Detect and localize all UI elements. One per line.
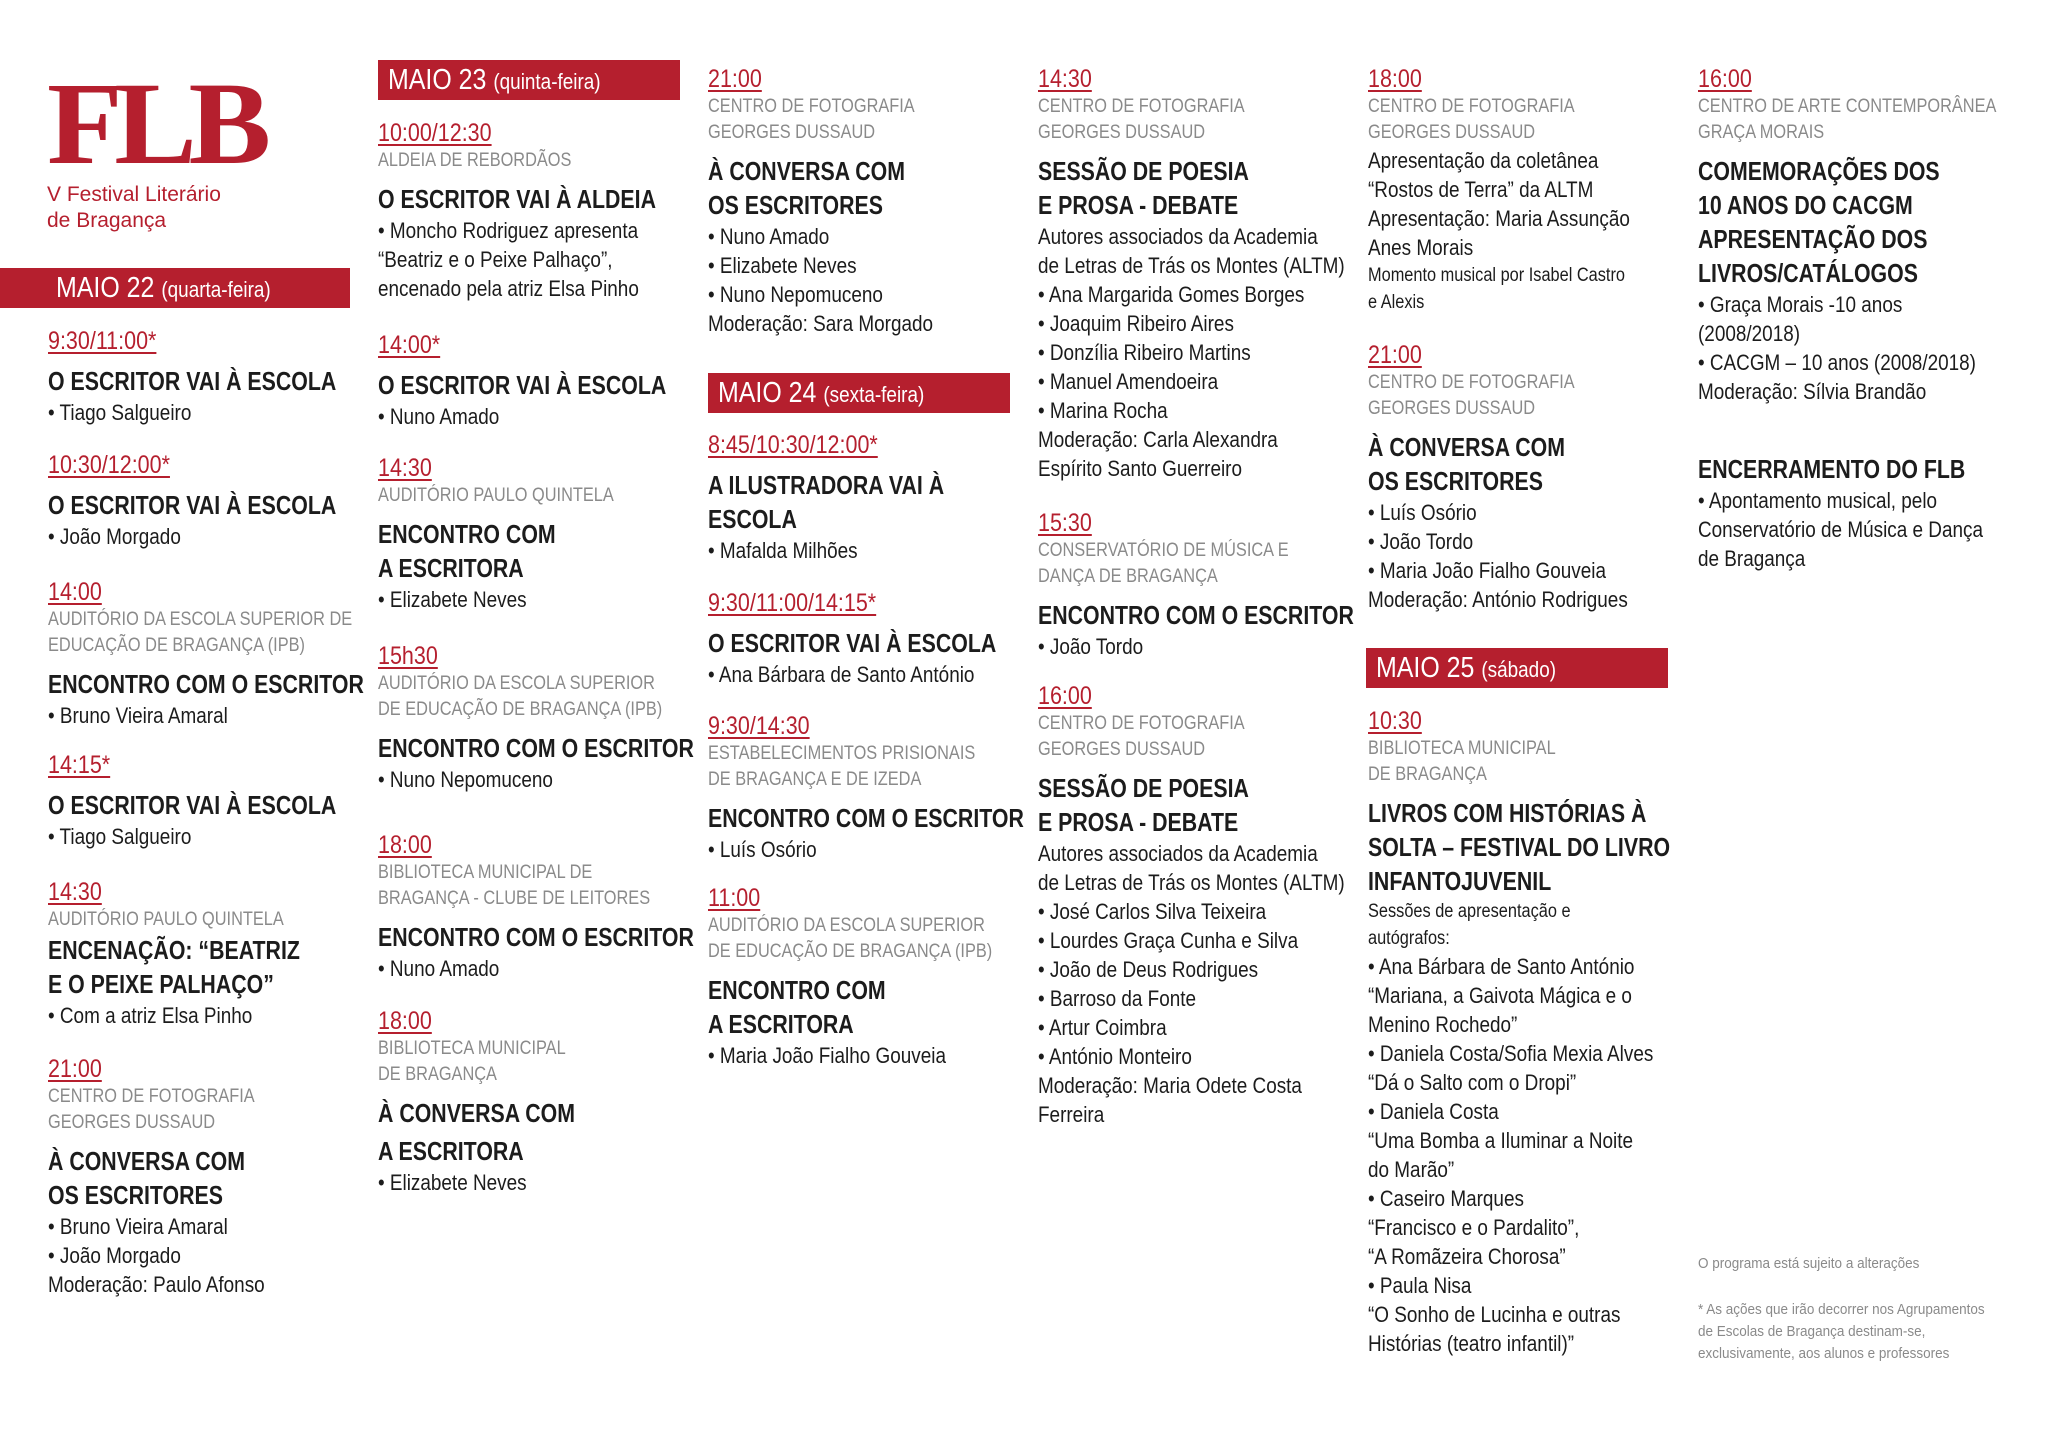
event-participant: • António Monteiro [1038,1044,1192,1069]
event-c1e1 [48,326,368,427]
event-detail: de Bragança [1698,546,1806,571]
event-venue: AUDITÓRIO DA ESCOLA SUPERIOR DE [48,609,353,630]
event-venue: DE BRAGANÇA E DE IZEDA [708,769,922,790]
event-time: 14:30 [48,878,102,906]
event-detail: autógrafos: [1368,928,1450,949]
event-detail: Anes Morais [1368,235,1474,260]
note-subject-to-change: O programa está sujeito a alterações [1698,1255,1920,1272]
event-participant: • Bruno Vieira Amaral [48,1214,228,1239]
event-venue: BIBLIOTECA MUNICIPAL [378,1038,566,1059]
day-label: MAIO 24 [718,376,817,409]
event-title: 10 ANOS DO CACGM [1698,190,1913,220]
event-detail: Sessões de apresentação e [1368,901,1571,922]
event-moderator: Moderação: António Rodrigues [1368,587,1628,612]
event-time: 15h30 [378,642,438,670]
event-participant: • Paula Nisa [1368,1273,1472,1298]
event-title: O ESCRITOR VAI À ALDEIA [378,184,656,214]
event-detail: • Moncho Rodriguez apresenta [378,218,639,243]
event-title: O ESCRITOR VAI À ESCOLA [48,790,337,820]
event-participant: • João Tordo [1038,634,1144,659]
event-title: O ESCRITOR VAI À ESCOLA [378,370,667,400]
event-participant: • José Carlos Silva Teixeira [1038,899,1267,924]
logo-line-2: de Bragança [47,209,167,232]
event-book: “O Sonho de Lucinha e outras [1368,1302,1621,1327]
day-label: MAIO 25 [1376,651,1475,684]
event-title: E O PEIXE PALHAÇO” [48,969,274,999]
event-participant: • Ana Margarida Gomes Borges [1038,282,1305,307]
event-detail: Apresentação da coletânea [1368,148,1599,173]
event-participant: • Elizabete Neves [378,587,527,612]
event-venue: DE EDUCAÇÃO DE BRAGANÇA (IPB) [708,941,993,962]
logo-mark: FLB [47,58,263,189]
day-label: MAIO 22 [56,271,155,304]
event-title: ENCONTRO COM [708,975,886,1005]
event-participant: • Elizabete Neves [378,1170,527,1195]
event-time: 18:00 [1368,65,1422,93]
event-time: 15:30 [1038,509,1092,537]
event-c2e6 [378,1006,698,1197]
note-star-line-1: * As ações que irão decorrer nos Agrupamentos [1698,1301,1985,1318]
event-detail: encenado pela atriz Elsa Pinho [378,276,639,301]
event-c4e1 [1038,64,1358,483]
event-venue: GEORGES DUSSAUD [1368,398,1536,419]
event-participant: • Tiago Salgueiro [48,400,192,425]
event-time: 21:00 [48,1055,102,1083]
day-label: MAIO 23 [388,63,487,96]
day-header-may-23 [378,60,680,100]
event-title: LIVROS COM HISTÓRIAS À [1368,798,1647,828]
event-moderator: Moderação: Sílvia Brandão [1698,379,1927,404]
event-venue: AUDITÓRIO PAULO QUINTELA [48,909,284,930]
event-venue: CENTRO DE FOTOGRAFIA [1368,372,1575,393]
event-venue: ALDEIA DE REBORDÃOS [378,150,572,171]
event-time: 16:00 [1038,682,1092,710]
event-time: 14:00 [48,578,102,606]
event-participant: • Barroso da Fonte [1038,986,1197,1011]
event-participant: • Nuno Amado [708,224,830,249]
event-venue: CENTRO DE ARTE CONTEMPORÂNEA [1698,96,1997,117]
event-venue: DANÇA DE BRAGANÇA [1038,566,1218,587]
event-participant: • Nuno Amado [378,956,500,981]
event-participant: • Tiago Salgueiro [48,824,192,849]
event-venue: GEORGES DUSSAUD [1038,739,1206,760]
event-venue: CENTRO DE FOTOGRAFIA [1038,713,1245,734]
event-c5e3 [1368,706,1688,1358]
event-participant: • Ana Bárbara de Santo António [708,662,975,687]
event-c6e1 [1698,64,2018,406]
note-star-line-3: exclusivamente, aos alunos e professores [1698,1345,1950,1362]
event-venue: CENTRO DE FOTOGRAFIA [1038,96,1245,117]
event-detail: “Rostos de Terra” da ALTM [1368,177,1594,202]
event-moderator: Moderação: Maria Odete Costa [1038,1073,1302,1098]
event-c1e5 [48,877,368,1030]
event-c3e2 [708,430,1028,565]
event-participant: • Elizabete Neves [708,253,857,278]
event-title: ENCONTRO COM O ESCRITOR [48,669,364,699]
event-venue: AUDITÓRIO DA ESCOLA SUPERIOR [708,915,985,936]
event-detail: “Beatriz e o Peixe Palhaço”, [378,247,613,272]
event-venue: AUDITÓRIO PAULO QUINTELA [378,485,614,506]
event-moderator: Espírito Santo Guerreiro [1038,456,1243,481]
event-title: ENCONTRO COM O ESCRITOR [708,803,1024,833]
event-title: ENCONTRO COM O ESCRITOR [1038,600,1354,630]
event-participant: • Nuno Nepomuceno [708,282,883,307]
event-participant: • Artur Coimbra [1038,1015,1167,1040]
event-venue: AUDITÓRIO DA ESCOLA SUPERIOR [378,673,655,694]
event-moderator: Moderação: Paulo Afonso [48,1272,265,1297]
event-title: O ESCRITOR VAI À ESCOLA [48,366,337,396]
event-participant: • Maria João Fialho Gouveia [1368,558,1606,583]
event-time: 21:00 [1368,341,1422,369]
event-detail: Autores associados da Academia [1038,224,1318,249]
event-book: “Dá o Salto com o Dropi” [1368,1070,1577,1095]
event-participant: • Bruno Vieira Amaral [48,703,228,728]
day-header-may-24 [708,373,1010,413]
event-title: E PROSA - DEBATE [1038,807,1239,837]
event-title: ESCOLA [708,504,797,534]
event-title: ENCONTRO COM O ESCRITOR [378,922,694,952]
event-title: E PROSA - DEBATE [1038,190,1239,220]
event-participant: • João Tordo [1368,529,1474,554]
event-title: ENCONTRO COM O ESCRITOR [378,733,694,763]
event-venue: GEORGES DUSSAUD [1368,122,1536,143]
event-time: 14:15* [48,751,111,779]
event-participant: • Nuno Nepomuceno [378,767,553,792]
event-title: LIVROS/CATÁLOGOS [1698,258,1918,288]
event-time: 21:00 [708,65,762,93]
event-venue: GEORGES DUSSAUD [708,122,876,143]
day-weekday: (sexta-feira) [823,381,925,407]
event-c1e4 [48,750,368,851]
event-moderator: Moderação: Carla Alexandra [1038,427,1278,452]
event-c2e3 [378,453,698,614]
event-title: OS ESCRITORES [708,190,883,220]
event-participant: • João de Deus Rodrigues [1038,957,1259,982]
event-title: OS ESCRITORES [48,1180,223,1210]
event-book: Menino Rochedo” [1368,1012,1518,1037]
event-detail: de Letras de Trás os Montes (ALTM) [1038,870,1345,895]
event-title: À CONVERSA COM [1368,432,1566,462]
event-participant: • Marina Rocha [1038,398,1168,423]
event-title: À CONVERSA COM [378,1098,576,1128]
event-venue: CENTRO DE FOTOGRAFIA [48,1086,255,1107]
event-time: 10:30 [1368,707,1422,735]
event-time: 14:00* [378,331,441,359]
event-title: A ESCRITORA [378,1136,524,1166]
event-time: 9:30/11:00/14:15* [708,589,877,617]
event-time: 14:30 [378,454,432,482]
event-detail: • CACGM – 10 anos (2008/2018) [1698,350,1976,375]
event-title: O ESCRITOR VAI À ESCOLA [48,490,337,520]
event-time: 11:00 [708,884,761,912]
event-c3e3 [708,588,1028,689]
event-c4e3 [1038,681,1358,1129]
event-participant: • Mafalda Milhões [708,538,858,563]
event-book: “Mariana, a Gaivota Mágica e o [1368,983,1632,1008]
event-time: 9:30/14:30 [708,712,810,740]
event-c5e1 [1368,64,1688,316]
event-participant: • Luís Osório [1368,500,1477,525]
event-venue: ESTABELECIMENTOS PRISIONAIS [708,743,976,764]
event-time: 14:30 [1038,65,1092,93]
event-book: Histórias (teatro infantil)” [1368,1331,1575,1356]
event-c3e5 [708,883,1028,1070]
event-title: APRESENTAÇÃO DOS [1698,224,1928,254]
event-detail: • Graça Morais -10 anos [1698,292,1903,317]
event-detail: e Alexis [1368,292,1425,313]
event-c1e6 [48,1054,368,1299]
event-detail: (2008/2018) [1698,321,1801,346]
event-participant: • Nuno Amado [378,404,500,429]
event-participant: • Maria João Fialho Gouveia [708,1043,946,1068]
event-participant: • João Morgado [48,1243,181,1268]
event-title: ENCONTRO COM [378,519,556,549]
day-weekday: (quarta-feira) [161,276,271,302]
event-title: À CONVERSA COM [708,156,906,186]
event-time: 8:45/10:30/12:00* [708,431,878,459]
event-participant: • Joaquim Ribeiro Aires [1038,311,1234,336]
event-participant: • João Morgado [48,524,181,549]
event-c5e2 [1368,340,1688,614]
event-detail: Momento musical por Isabel Castro [1368,265,1626,286]
event-c1e2 [48,450,368,551]
event-participant: • Daniela Costa/Sofia Mexia Alves [1368,1041,1654,1066]
note-star-line-2: de Escolas de Bragança destinam-se, [1698,1323,1926,1340]
event-title: SOLTA – FESTIVAL DO LIVRO [1368,832,1671,862]
event-venue: GRAÇA MORAIS [1698,122,1825,143]
event-participant: • Daniela Costa [1368,1099,1499,1124]
event-participant: • Lourdes Graça Cunha e Silva [1038,928,1299,953]
event-time: 9:30/11:00* [48,327,157,355]
event-title: À CONVERSA COM [48,1146,246,1176]
event-participant: • Caseiro Marques [1368,1186,1524,1211]
event-c2e5 [378,830,698,983]
event-venue: GEORGES DUSSAUD [1038,122,1206,143]
event-title: COMEMORAÇÕES DOS [1698,156,1940,186]
event-venue: BIBLIOTECA MUNICIPAL DE [378,862,593,883]
event-detail: Autores associados da Academia [1038,841,1318,866]
event-title: SESSÃO DE POESIA [1038,156,1249,186]
event-venue: DE BRAGANÇA [378,1064,497,1085]
event-title: A ILUSTRADORA VAI À [708,470,945,500]
event-title: SESSÃO DE POESIA [1038,773,1249,803]
day-weekday: (sábado) [1481,656,1557,682]
event-venue: CONSERVATÓRIO DE MÚSICA E [1038,540,1289,561]
event-title: INFANTOJUVENIL [1368,866,1552,896]
event-venue: EDUCAÇÃO DE BRAGANÇA (IPB) [48,635,305,656]
event-participant: • Ana Bárbara de Santo António [1368,954,1635,979]
event-title: A ESCRITORA [378,553,524,583]
event-detail: de Letras de Trás os Montes (ALTM) [1038,253,1345,278]
event-venue: BRAGANÇA - CLUBE DE LEITORES [378,888,651,909]
event-venue: DE BRAGANÇA [1368,764,1487,785]
event-c2e4 [378,641,698,794]
event-participant: • Com a atriz Elsa Pinho [48,1003,253,1028]
event-participant: • Manuel Amendoeira [1038,369,1219,394]
event-title: ENCENAÇÃO: “BEATRIZ [48,935,300,965]
event-time: 10:30/12:00* [48,451,170,479]
event-venue: CENTRO DE FOTOGRAFIA [708,96,915,117]
event-title: ENCERRAMENTO DO FLB [1698,454,1966,484]
event-moderator: Ferreira [1038,1102,1105,1127]
event-c3e1 [708,64,1028,338]
event-time: 18:00 [378,831,432,859]
event-moderator: Moderação: Sara Morgado [708,311,934,336]
event-venue: BIBLIOTECA MUNICIPAL [1368,738,1556,759]
event-time: 18:00 [378,1007,432,1035]
event-c2e1 [378,118,698,303]
event-book: “Uma Bomba a Iluminar a Noite [1368,1128,1633,1153]
event-book: do Marão” [1368,1157,1455,1182]
event-c2e2 [378,330,698,431]
event-detail: • Apontamento musical, pelo [1698,488,1938,513]
event-c6e2 [1698,444,2018,573]
event-book: “Francisco e o Pardalito”, [1368,1215,1580,1240]
event-detail: Conservatório de Música e Dança [1698,517,1983,542]
event-participant: • Donzília Ribeiro Martins [1038,340,1251,365]
event-time: 10:00/12:30 [378,119,492,147]
event-book: “A Romãzeira Chorosa” [1368,1244,1566,1269]
event-venue: CENTRO DE FOTOGRAFIA [1368,96,1575,117]
day-weekday: (quinta-feira) [493,68,601,94]
event-time: 16:00 [1698,65,1752,93]
event-c3e4 [708,711,1028,864]
event-c1e3 [48,577,368,730]
event-venue: GEORGES DUSSAUD [48,1112,216,1133]
logo-line-1: V Festival Literário [47,183,221,206]
event-participant: • Luís Osório [708,837,817,862]
day-header-may-25 [1366,648,1668,688]
day-header-may-22 [0,268,350,308]
event-title: O ESCRITOR VAI À ESCOLA [708,628,997,658]
event-detail: Apresentação: Maria Assunção [1368,206,1630,231]
event-title: A ESCRITORA [708,1009,854,1039]
event-venue: DE EDUCAÇÃO DE BRAGANÇA (IPB) [378,699,663,720]
event-c4e2 [1038,508,1358,661]
festival-logo [47,58,307,234]
event-title: OS ESCRITORES [1368,466,1543,496]
